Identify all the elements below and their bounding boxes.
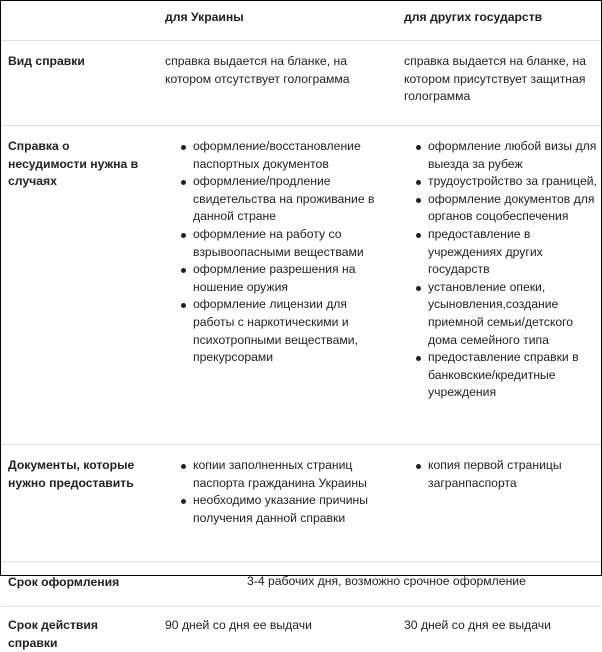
- list-item: предоставление в учреждениях других государств: [416, 226, 597, 279]
- row-validity: [1, 607, 601, 652]
- row-processing-label: Срок оформления: [1, 562, 151, 607]
- row-cases: [1, 126, 601, 445]
- header-other-states: для других государств: [391, 1, 601, 41]
- list-item: необходимо указание причины получения данной справки: [181, 492, 385, 527]
- row-documents-other: [391, 445, 601, 562]
- documents-other-list: [404, 457, 597, 492]
- row-kind-label: Вид справки: [1, 41, 151, 126]
- list-item: оформление документов для органов соцобеспечения: [416, 191, 597, 226]
- row-documents-label: Документы, которые нужно предоставить: [1, 445, 151, 562]
- row-cases-label: Справка о несудимости нужна в случаях: [1, 126, 151, 445]
- list-item: копии заполненных страниц паспорта гражданина Украины: [181, 457, 385, 492]
- list-item: установление опеки, усыновления,создание приемной семьи/детского дома семейного типа: [416, 279, 597, 349]
- list-item: оформление разрешения на ношение оружия: [181, 261, 385, 296]
- row-processing: [1, 562, 601, 607]
- list-item: оформление/восстановление паспортных документов: [181, 138, 385, 173]
- row-processing-value-cell: [151, 562, 601, 607]
- list-item: предоставление справки в банковские/кредитные учреждения: [416, 349, 597, 402]
- row-documents: [1, 445, 601, 562]
- list-item: оформление лицензии для работы с наркотическими и психотропными веществами, прекурсорами: [181, 296, 385, 366]
- row-validity-ukraine: 90 дней со дня ее выдачи: [151, 607, 391, 652]
- cases-ukraine-list: [165, 138, 385, 367]
- row-kind: [1, 41, 601, 126]
- list-item: оформление на работу со взрывоопасными веществами: [181, 226, 385, 261]
- row-documents-ukraine: [151, 445, 391, 562]
- list-item: оформление любой визы для выезда за рубеж: [416, 138, 597, 173]
- row-validity-other: 30 дней со дня ее выдачи: [391, 607, 601, 652]
- row-processing-value: 3-4 рабочих дня, возможно срочное оформление: [151, 573, 601, 591]
- documents-ukraine-list: [165, 457, 385, 527]
- comparison-table: [1, 1, 601, 652]
- row-validity-label: Срок действия справки: [1, 607, 151, 652]
- row-cases-ukraine: [151, 126, 391, 445]
- row-kind-ukraine: справка выдается на бланке, на котором отсутствует голограмма: [151, 41, 391, 126]
- header-ukraine: для Украины: [151, 1, 391, 41]
- list-item: трудоустройство за границей,: [416, 173, 597, 191]
- header-row: [1, 1, 601, 41]
- list-item: копия первой страницы загранпаспорта: [416, 457, 597, 492]
- row-cases-other: [391, 126, 601, 445]
- header-empty-cell: [1, 1, 151, 41]
- cases-other-list: [404, 138, 597, 402]
- list-item: оформление/продление свидетельства на проживание в данной стране: [181, 173, 385, 226]
- row-kind-other: справка выдается на бланке, на котором присутствует защитная голограмма: [391, 41, 601, 126]
